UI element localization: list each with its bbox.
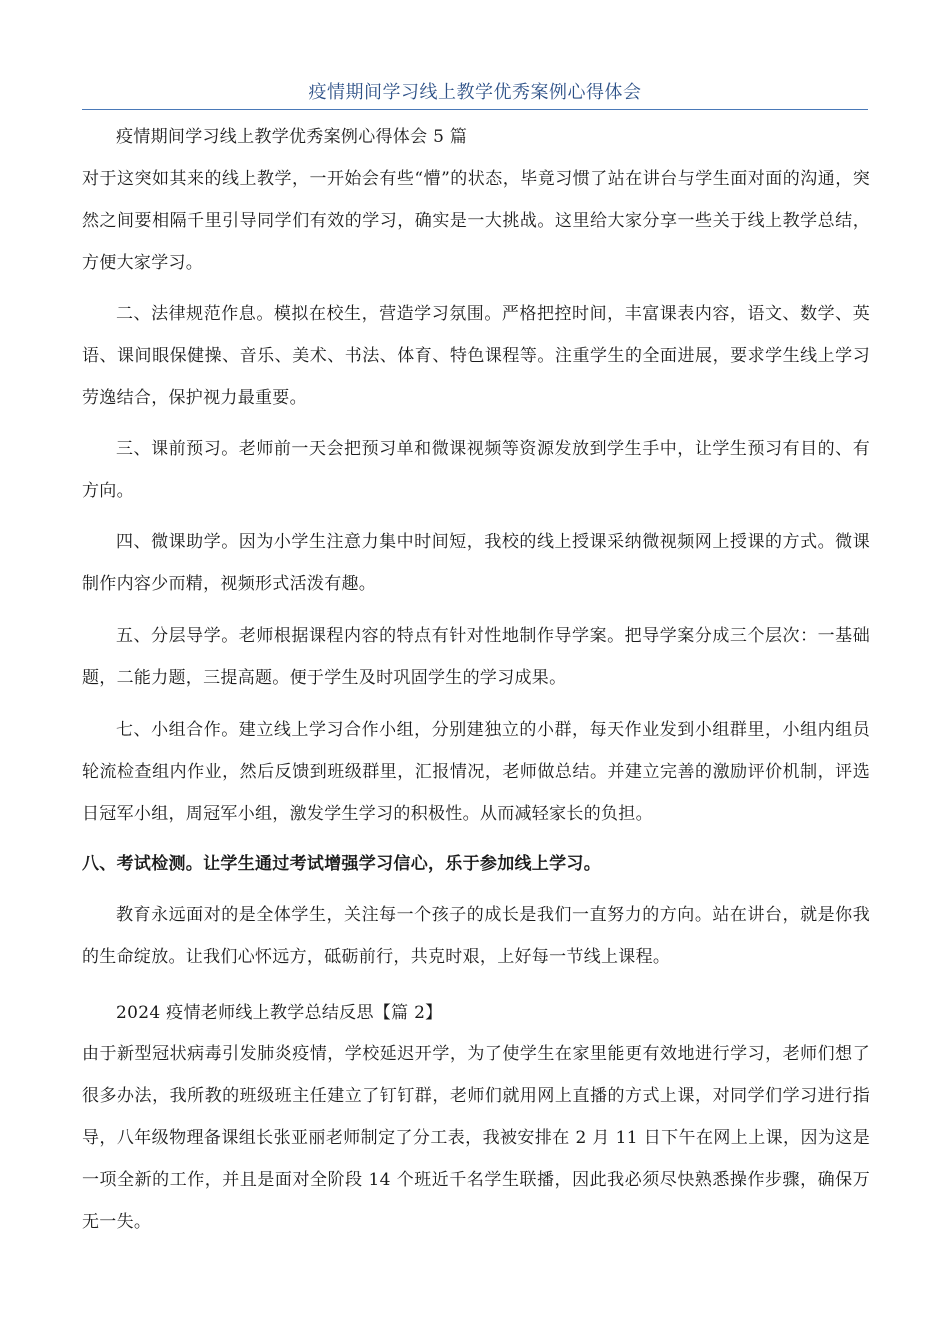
paragraph-seven: 七、小组合作。建立线上学习合作小组，分别建独立的小群，每天作业发到小组群里，小组内组员轮流检查组内作业，然后反馈到班级群里，汇报情况，老师做总结。并建立完善的激励评价机制，评选日冠军小组，周冠军小组，激发学生学习的积极性。从而减轻家长的负担。 xyxy=(82,720,870,824)
document-subtitle: 疫情期间学习线上教学优秀案例心得体会 5 篇 xyxy=(116,127,468,147)
paragraph-three: 三、课前预习。老师前一天会把预习单和微课视频等资源发放到学生手中，让学生预习有目的、有方向。 xyxy=(82,439,870,501)
intro-paragraph: 对于这突如其来的线上教学，一开始会有些“懵”的状态，毕竟习惯了站在讲台与学生面对面的沟通，突然之间要相隔千里引导同学们有效的学习，确实是一大挑战。这里给大家分享一些关于线上教学总结，方便大家学习。 xyxy=(82,169,870,273)
header-divider xyxy=(82,109,868,110)
paragraph-closing: 教育永远面对的是全体学生，关注每一个孩子的成长是我们一直努力的方向。站在讲台，就是你我的生命绽放。让我们心怀远方，砥砺前行，共克时艰，上好每一节线上课程。 xyxy=(82,905,870,967)
page-header-title: 疫情期间学习线上教学优秀案例心得体会 xyxy=(308,82,642,103)
paragraph-four: 四、微课助学。因为小学生注意力集中时间短，我校的线上授课采纳微视频网上授课的方式。微课制作内容少而精，视频形式活泼有趣。 xyxy=(82,532,870,594)
section-two-body: 由于新型冠状病毒引发肺炎疫情，学校延迟开学，为了使学生在家里能更有效地进行学习，老师们想了很多办法，我所教的班级班主任建立了钉钉群，老师们就用网上直播的方式上课，对同学们学习进行指导，八年级物理备课组长张亚丽老师制定了分工表，我被安排在 2 月 11 日下午在网上上课，因为这是一项全新的工作，并且是面对全阶段 14 个班近千名学生联播，因此我必须尽快熟悉操作步骤，确保万无一失。 xyxy=(82,1044,870,1232)
paragraph-five: 五、分层导学。老师根据课程内容的特点有针对性地制作导学案。把导学案分成三个层次：一基础题，二能力题，三提高题。便于学生及时巩固学生的学习成果。 xyxy=(82,626,870,688)
section-two-title: 2024 疫情老师线上教学总结反思【篇 2】 xyxy=(116,1003,443,1023)
paragraph-two: 二、法律规范作息。模拟在校生，营造学习氛围。严格把控时间，丰富课表内容，语文、数学、英语、课间眼保健操、音乐、美术、书法、体育、特色课程等。注重学生的全面进展，要求学生线上学习劳逸结合，保护视力最重要。 xyxy=(82,304,870,408)
paragraph-eight-heading: 八、考试检测。让学生通过考试增强学习信心，乐于参加线上学习。 xyxy=(82,854,601,874)
